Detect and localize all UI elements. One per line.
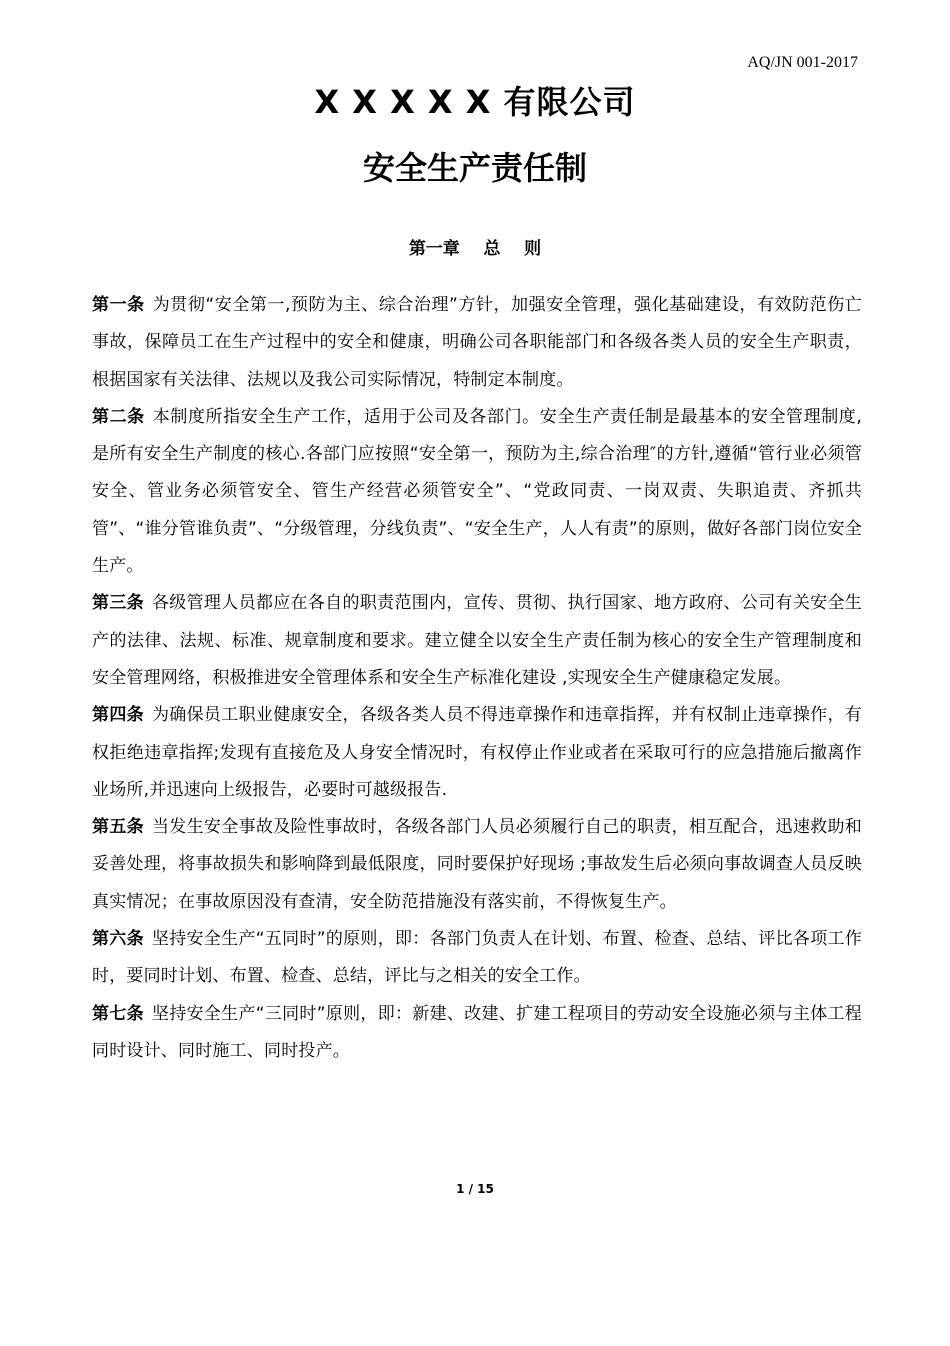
article-1 [92,287,862,399]
article-number: 第二条 [92,406,145,427]
article-text: 本制度所指安全生产工作，适用于公司及各部门。安全生产责任制是最基本的安全管理制度,是所有安全生产制度的核心.各部门应按照“安全第一，预防为主,综合治理″的方针,遵循“管行业必须管安全、管业务必须管安全、管生产经营必须管安全”、“党政同责、一岗双责、失职追责、齐抓共管”、“谁分管谁负责”、“分级管理，分线负责”、“安全生产，人人有责”的原则，做好各部门岗位安全生产。 [92,406,862,577]
article-number: 第四条 [92,705,144,726]
article-number: 第三条 [92,593,144,614]
article-text: 坚持安全生产“三同时”原则，即：新建、改建、扩建工程项目的劳动安全设施必须与主体工程同时设计、同时施工、同时投产。 [92,1003,862,1061]
article-2 [92,399,862,585]
article-number: 第一条 [92,295,145,315]
article-5 [92,809,862,921]
article-text: 坚持安全生产“五同时”的原则，即：各部门负责人在计划、布置、检查、总结、评比各项工作时，要同时计划、布置、检查、总结，评比与之相关的安全工作。 [92,929,862,987]
document-code: AQ/JN 001-2017 [747,54,858,71]
article-text: 当发生安全事故及险性事故时，各级各部门人员必须履行自己的职责，相互配合，迅速救助和妥善处理，将事故损失和影响降到最低限度，同时要保护好现场 ;事故发生后必须向事故调查人员反映真实情况；在事故原因没有查清，安全防范措施没有落实前，不得恢复生产。 [92,817,862,912]
article-7 [92,996,862,1071]
article-3 [92,585,862,697]
company-title: X X X X X 有限公司 [314,83,636,121]
document-title: 安全生产责任制 [362,149,587,187]
article-text: 各级管理人员都应在各自的职责范围内，宣传、贯彻、执行国家、地方政府、公司有关安全生产的法律、法规、标准、规章制度和要求。建立健全以安全生产责任制为核心的安全生产管理制度和安全管理网络，积极推进安全管理体系和安全生产标准化建设 ,实现安全生产健康稳定发展。 [92,593,862,688]
article-number: 第六条 [92,929,144,950]
article-text: 为贯彻“安全第一,预防为主、综合治理”方针，加强安全管理，强化基础建设，有效防范伤亡事故，保障员工在生产过程中的安全和健康，明确公司各职能部门和各级各类人员的安全生产职责，根据国家有关法律、法规以及我公司实际情况，特制定本制度。 [92,295,862,390]
article-number: 第五条 [92,817,144,838]
document-body [92,287,862,1070]
article-4 [92,697,862,809]
article-6 [92,921,862,996]
page-number: 1 / 15 [456,1182,494,1196]
article-number: 第七条 [92,1003,144,1024]
article-text: 为确保员工职业健康安全，各级各类人员不得违章操作和违章指挥，并有权制止违章操作，有权拒绝违章指挥;发现有直接危及人身安全情况时，有权停止作业或者在采取可行的应急措施后撤离作业场所,并迅速向上级报告，必要时可越级报告. [92,705,862,800]
chapter-heading: 第一章 总 则 [408,239,542,259]
